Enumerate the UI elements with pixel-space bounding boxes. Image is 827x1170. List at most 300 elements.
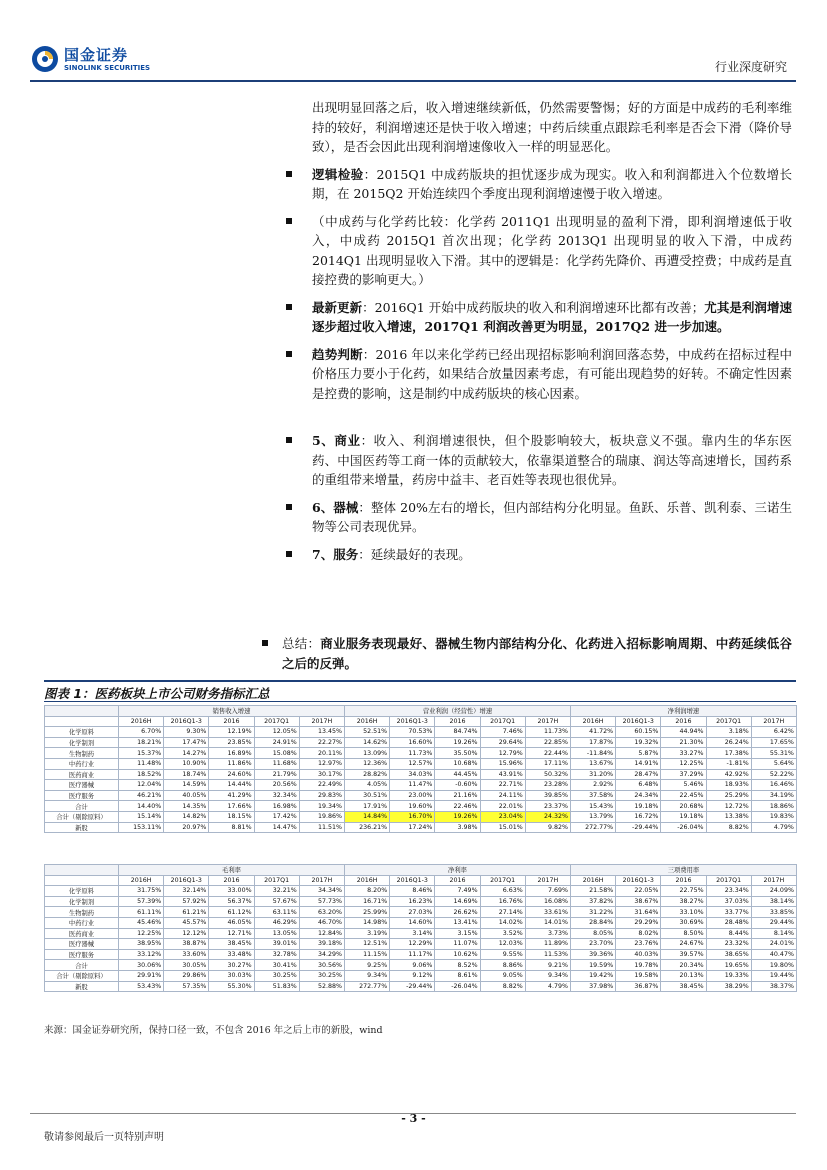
group-header: 营业利润（经营性）增速 xyxy=(344,706,570,717)
table-cell: -11.84% xyxy=(570,748,615,759)
table-cell: 19.26% xyxy=(435,811,480,822)
table-row xyxy=(45,801,797,812)
table-cell: 28.48% xyxy=(706,917,751,928)
table-cell: 34.34% xyxy=(299,886,344,897)
table-cell: 23.70% xyxy=(571,939,616,950)
table-cell: 20.13% xyxy=(661,970,706,981)
table-cell: 3.73% xyxy=(525,928,570,939)
table-cell: 9.06% xyxy=(390,960,435,971)
period-header: 2016H xyxy=(119,716,164,727)
period-header: 2016H xyxy=(570,716,615,727)
table-cell: 63.11% xyxy=(254,907,299,918)
period-header: 2016 xyxy=(209,716,254,727)
table-row xyxy=(45,896,797,907)
table-cell: 9.82% xyxy=(525,822,570,833)
table-cell: 45.46% xyxy=(119,917,164,928)
table-cell: 19.83% xyxy=(751,811,796,822)
table-cell: 24.91% xyxy=(254,737,299,748)
group-header: 销售收入增速 xyxy=(119,706,345,717)
table-cell: -29.44% xyxy=(390,981,435,992)
table-cell: 5.46% xyxy=(661,780,706,791)
table-cell: 40.05% xyxy=(164,790,209,801)
table-cell: 70.53% xyxy=(390,727,435,738)
table-cell: 57.67% xyxy=(254,896,299,907)
row-label: 合计（剔除原料） xyxy=(45,811,119,822)
table-cell: 38.45% xyxy=(661,981,706,992)
table-cell: 37.98% xyxy=(571,981,616,992)
table-cell: 15.43% xyxy=(570,801,615,812)
period-header: 2016Q1-3 xyxy=(164,716,209,727)
row-label: 新股 xyxy=(45,981,119,992)
table-cell: 14.98% xyxy=(345,917,390,928)
table-cell: 18.15% xyxy=(209,811,254,822)
group-header: 毛利率 xyxy=(119,865,345,876)
period-header: 2017H xyxy=(299,875,344,886)
table-cell: 38.37% xyxy=(751,981,796,992)
group-header: 三项费用率 xyxy=(571,865,797,876)
table-cell: 29.83% xyxy=(299,790,344,801)
table-cell: 22.46% xyxy=(435,801,480,812)
table-cell: 31.22% xyxy=(571,907,616,918)
table-row xyxy=(45,907,797,918)
table-row xyxy=(45,758,797,769)
table-cell: 11.53% xyxy=(525,949,570,960)
table-cell: 19.34% xyxy=(299,801,344,812)
table-cell: 19.32% xyxy=(616,737,661,748)
table-cell: 14.91% xyxy=(616,758,661,769)
table-cell: 39.36% xyxy=(571,949,616,960)
table-cell: 41.29% xyxy=(209,790,254,801)
table-cell: 14.82% xyxy=(164,811,209,822)
table-cell: 7.46% xyxy=(480,727,525,738)
table-cell: 21.58% xyxy=(571,886,616,897)
table-cell: 20.11% xyxy=(299,748,344,759)
period-header: 2016 xyxy=(661,716,706,727)
table-cell: 13.05% xyxy=(254,928,299,939)
table-cell: 18.21% xyxy=(119,737,164,748)
row-label: 新股 xyxy=(45,822,119,833)
table-cell: 43.91% xyxy=(480,769,525,780)
table-cell: 17.42% xyxy=(254,811,299,822)
table-cell: 38.67% xyxy=(616,896,661,907)
table-cell: 8.50% xyxy=(661,928,706,939)
table-cell: 38.14% xyxy=(751,896,796,907)
table-cell: 14.01% xyxy=(525,917,570,928)
table-cell: 19.26% xyxy=(435,737,480,748)
table-cell: 23.04% xyxy=(480,811,525,822)
table-cell: 29.29% xyxy=(616,917,661,928)
table-cell: 34.29% xyxy=(299,949,344,960)
table-cell: 15.14% xyxy=(119,811,164,822)
bullet-devices: 6、器械：整体 20%左右的增长，但内部结构分化明显。鱼跃、乐普、凯利泰、三诺生物等公司表现优异。 xyxy=(312,498,792,537)
table-cell: 55.31% xyxy=(751,748,796,759)
table-cell: 7.49% xyxy=(435,886,480,897)
period-header: 2016H xyxy=(119,875,164,886)
table-cell: 52.22% xyxy=(751,769,796,780)
table-cell: 26.24% xyxy=(706,737,751,748)
table-cell: 16.60% xyxy=(390,737,435,748)
table-cell: 44.94% xyxy=(661,727,706,738)
table-cell: 14.62% xyxy=(344,737,389,748)
table-cell: 30.05% xyxy=(164,960,209,971)
table-cell: 11.86% xyxy=(209,758,254,769)
period-header: 2016Q1-3 xyxy=(616,716,661,727)
square-bullet-icon xyxy=(286,218,292,224)
row-label: 生物制药 xyxy=(45,907,119,918)
table-cell: 22.01% xyxy=(480,801,525,812)
table-cell: 10.62% xyxy=(435,949,480,960)
table-cell: 22.44% xyxy=(525,748,570,759)
table-cell: 16.70% xyxy=(390,811,435,822)
table-cell: 272.77% xyxy=(570,822,615,833)
table-cell: 30.41% xyxy=(254,960,299,971)
table-cell: 51.83% xyxy=(254,981,299,992)
table-cell: 4.79% xyxy=(525,981,570,992)
table-cell: 11.89% xyxy=(525,939,570,950)
square-bullet-icon xyxy=(286,171,292,177)
table-cell: 34.19% xyxy=(751,790,796,801)
table-row xyxy=(45,928,797,939)
row-label: 医疗服务 xyxy=(45,949,119,960)
period-header: 2016Q1-3 xyxy=(164,875,209,886)
table-cell: 46.05% xyxy=(209,917,254,928)
table-cell: 16.98% xyxy=(254,801,299,812)
growth-metrics-table xyxy=(44,705,797,833)
table-cell: 12.72% xyxy=(706,801,751,812)
table-cell: 3.98% xyxy=(435,822,480,833)
company-logo xyxy=(30,44,150,74)
period-header: 2017H xyxy=(751,875,796,886)
table-cell: 28.84% xyxy=(571,917,616,928)
table-cell: 40.03% xyxy=(616,949,661,960)
table-cell: 16.46% xyxy=(751,780,796,791)
table-cell: 8.02% xyxy=(616,928,661,939)
group-header: 净利率 xyxy=(345,865,571,876)
table-cell: 36.87% xyxy=(616,981,661,992)
table-cell: 24.32% xyxy=(525,811,570,822)
table-cell: 16.72% xyxy=(616,811,661,822)
table-cell: 30.51% xyxy=(344,790,389,801)
row-label: 化学制剂 xyxy=(45,896,119,907)
table-cell: 24.11% xyxy=(480,790,525,801)
table-cell: 23.76% xyxy=(616,939,661,950)
table-cell: -26.04% xyxy=(661,822,706,833)
table-cell: 19.86% xyxy=(299,811,344,822)
table-cell: 16.71% xyxy=(345,896,390,907)
table-cell: 30.25% xyxy=(299,970,344,981)
table-cell: 39.85% xyxy=(525,790,570,801)
bullet-latest-update: 最新更新：2016Q1 开始中成药版块的收入和利润增速环比都有改善；尤其是利润增速逐步超过收入增速，2017Q1 利润改善更为明显，2017Q2 进一步加速。 xyxy=(312,298,792,337)
table-cell: 13.45% xyxy=(299,727,344,738)
table-cell: 6.70% xyxy=(119,727,164,738)
table-cell: 19.59% xyxy=(571,960,616,971)
table-cell: 3.18% xyxy=(706,727,751,738)
table-cell: 2.92% xyxy=(570,780,615,791)
period-header: 2017Q1 xyxy=(254,716,299,727)
period-header: 2016Q1-3 xyxy=(390,716,435,727)
table-cell: 19.42% xyxy=(571,970,616,981)
table-cell: 63.20% xyxy=(299,907,344,918)
table-cell: 9.55% xyxy=(480,949,525,960)
table-cell: 39.57% xyxy=(661,949,706,960)
table-cell: 37.29% xyxy=(661,769,706,780)
table-cell: 22.49% xyxy=(299,780,344,791)
table-cell: 11.73% xyxy=(390,748,435,759)
table-cell: 18.86% xyxy=(751,801,796,812)
table-cell: 8.82% xyxy=(480,981,525,992)
table-cell: 8.20% xyxy=(345,886,390,897)
table-cell: 33.77% xyxy=(706,907,751,918)
table-cell: 29.86% xyxy=(164,970,209,981)
period-header: 2017Q1 xyxy=(706,875,751,886)
table-cell: 38.87% xyxy=(164,939,209,950)
table-cell: 4.05% xyxy=(344,780,389,791)
table-cell: 8.82% xyxy=(706,822,751,833)
table-cell: 22.27% xyxy=(299,737,344,748)
table-cell: 32.14% xyxy=(164,886,209,897)
table-cell: 9.34% xyxy=(345,970,390,981)
table-cell: 11.15% xyxy=(345,949,390,960)
table-cell: 33.61% xyxy=(525,907,570,918)
bullet-trend-judgement: 趋势判断：2016 年以来化学药已经出现招标影响利润回落态势，中成药在招标过程中价格压力要小于化药，如果结合放量因素考虑，有可能出现趋势的好转。不确定性因素是控费的影响，这是制约中成药版块的核心因素。 xyxy=(312,345,792,404)
table-cell: 19.65% xyxy=(706,960,751,971)
table-cell: 57.35% xyxy=(164,981,209,992)
table-cell: 9.05% xyxy=(480,970,525,981)
table-cell: 272.77% xyxy=(345,981,390,992)
body-text xyxy=(312,98,792,564)
table-cell: 33.48% xyxy=(209,949,254,960)
table-cell: 8.05% xyxy=(571,928,616,939)
table-cell: 11.51% xyxy=(299,822,344,833)
bullet-logic-check: 逻辑检验：2015Q1 中成药版块的担忧逐步成为现实。收入和利润都进入个位数增长期，在 2015Q2 开始连续四个季度出现利润增速慢于收入增速。 xyxy=(312,165,792,204)
table-cell: 27.03% xyxy=(390,907,435,918)
table-cell: 23.85% xyxy=(209,737,254,748)
table-cell: 24.60% xyxy=(209,769,254,780)
table-cell: 12.04% xyxy=(119,780,164,791)
period-header: 2017Q1 xyxy=(254,875,299,886)
table-row xyxy=(45,949,797,960)
table-cell: 13.79% xyxy=(570,811,615,822)
table-cell: 13.41% xyxy=(435,917,480,928)
table-row xyxy=(45,822,797,833)
table-row xyxy=(45,769,797,780)
table-cell: 14.69% xyxy=(435,896,480,907)
table-cell: 12.36% xyxy=(344,758,389,769)
table-cell: 22.71% xyxy=(480,780,525,791)
table-cell: 52.88% xyxy=(299,981,344,992)
table-cell: 44.45% xyxy=(435,769,480,780)
row-label: 医疗器械 xyxy=(45,939,119,950)
table-cell: 52.51% xyxy=(344,727,389,738)
table-cell: 37.03% xyxy=(706,896,751,907)
table-cell: 12.57% xyxy=(390,758,435,769)
square-bullet-icon xyxy=(286,504,292,510)
logo-mark-icon xyxy=(30,44,60,74)
table-row xyxy=(45,780,797,791)
table-cell: 19.78% xyxy=(616,960,661,971)
period-header: 2017Q1 xyxy=(480,716,525,727)
table-cell: 16.76% xyxy=(480,896,525,907)
period-header: 2016Q1-3 xyxy=(616,875,661,886)
table-cell: 19.58% xyxy=(616,970,661,981)
row-label: 合计（剔除原料） xyxy=(45,970,119,981)
table-cell: 41.72% xyxy=(570,727,615,738)
table-row xyxy=(45,970,797,981)
table-cell: 11.07% xyxy=(435,939,480,950)
table-cell: 236.21% xyxy=(344,822,389,833)
table-cell: 6.48% xyxy=(616,780,661,791)
disclaimer-note: 敬请参阅最后一页特别声明 xyxy=(44,1132,164,1143)
table-cell: 53.43% xyxy=(119,981,164,992)
period-header: 2016H xyxy=(345,875,390,886)
bullet-comparison: （中成药与化学药比较：化学药 2011Q1 出现明显的盈利下滑，即利润增速低于收入，中成药 2015Q1 首次出现；化学药 2013Q1 出现明显的收入下滑，中成药 2014Q1 出现明显收入下滑。其中的逻辑是：化学药先降价、再遭受控费；中成药是直接控费的影响更大。） xyxy=(312,212,792,290)
table-cell: 6.63% xyxy=(480,886,525,897)
square-bullet-icon xyxy=(262,640,268,646)
table-cell: 57.92% xyxy=(164,896,209,907)
square-bullet-icon xyxy=(286,551,292,557)
group-header-row xyxy=(45,865,797,876)
table-cell: 27.14% xyxy=(480,907,525,918)
table-cell: 19.80% xyxy=(751,960,796,971)
table-cell: 38.65% xyxy=(706,949,751,960)
table-cell: 12.97% xyxy=(299,758,344,769)
figure-title: 图表 1：医药板块上市公司财务指标汇总 xyxy=(44,686,270,701)
table-cell: 9.21% xyxy=(525,960,570,971)
table-cell: 20.56% xyxy=(254,780,299,791)
table-cell: 14.47% xyxy=(254,822,299,833)
table-cell: 15.37% xyxy=(119,748,164,759)
table-row xyxy=(45,811,797,822)
table-cell: 19.44% xyxy=(751,970,796,981)
table-cell: 12.84% xyxy=(299,928,344,939)
table-cell: 24.09% xyxy=(751,886,796,897)
table-cell: 40.47% xyxy=(751,949,796,960)
table-cell: 24.34% xyxy=(616,790,661,801)
group-header-row xyxy=(45,706,797,717)
table-cell: 61.11% xyxy=(119,907,164,918)
table-cell: 7.69% xyxy=(525,886,570,897)
table-cell: 14.40% xyxy=(119,801,164,812)
table-cell: 20.97% xyxy=(164,822,209,833)
bullet-commerce: 5、商业：收入、利润增速很快，但个股影响较大，板块意义不强。靠内生的华东医药、中国医药等工商一体的贡献较大，依靠渠道整合的瑞康、润达等高速增长，国药系的重组带来增量，药房中益丰、老百姓等表现也很优异。 xyxy=(312,431,792,490)
table-cell: 12.05% xyxy=(254,727,299,738)
table-cell: 33.85% xyxy=(751,907,796,918)
table-cell: 14.27% xyxy=(164,748,209,759)
table-cell: 9.34% xyxy=(525,970,570,981)
table-cell: 15.08% xyxy=(254,748,299,759)
table-cell: 15.01% xyxy=(480,822,525,833)
period-header: 2016 xyxy=(435,716,480,727)
table-cell: -1.81% xyxy=(706,758,751,769)
table-cell: 21.79% xyxy=(254,769,299,780)
table-cell: 17.47% xyxy=(164,737,209,748)
row-label: 化学制剂 xyxy=(45,737,119,748)
table-cell: 21.30% xyxy=(661,737,706,748)
table-cell: 33.00% xyxy=(209,886,254,897)
table-cell: 31.64% xyxy=(616,907,661,918)
table-cell: 30.25% xyxy=(254,970,299,981)
table-cell: 14.84% xyxy=(344,811,389,822)
table-row xyxy=(45,737,797,748)
table-cell: 17.65% xyxy=(751,737,796,748)
table-cell: 33.10% xyxy=(661,907,706,918)
table-cell: -29.44% xyxy=(616,822,661,833)
table-cell: 29.91% xyxy=(119,970,164,981)
table-cell: 16.89% xyxy=(209,748,254,759)
row-label: 化学原料 xyxy=(45,727,119,738)
row-label: 医药商业 xyxy=(45,769,119,780)
table-cell: 30.03% xyxy=(209,970,254,981)
table-cell: 21.16% xyxy=(435,790,480,801)
table-cell: 33.27% xyxy=(661,748,706,759)
bullet-services: 7、服务：延续最好的表现。 xyxy=(312,545,792,565)
table-cell: 32.34% xyxy=(254,790,299,801)
table-cell: 9.30% xyxy=(164,727,209,738)
table-cell: 8.61% xyxy=(435,970,480,981)
period-header: 2016 xyxy=(435,875,480,886)
table-row xyxy=(45,886,797,897)
summary-paragraph: 总结：商业服务表现最好、器械生物内部结构分化、化药进入招标影响周期、中药延续低谷之后的反弹。 xyxy=(282,634,792,673)
table-cell: 33.12% xyxy=(119,949,164,960)
table-cell: 61.12% xyxy=(209,907,254,918)
table-cell: 14.44% xyxy=(209,780,254,791)
square-bullet-icon xyxy=(286,304,292,310)
table-cell: 8.52% xyxy=(435,960,480,971)
table-cell: 8.46% xyxy=(390,886,435,897)
table-cell: 29.44% xyxy=(751,917,796,928)
period-header: 2017H xyxy=(751,716,796,727)
intro-paragraph: 出现明显回落之后，收入增速继续新低，仍然需要警惕；好的方面是中成药的毛利率维持的较好，利润增速还是快于收入增速；中药后续重点跟踪毛利率是否会下滑（降价导致），是否会因此出现利润增速像收入一样的明显恶化。 xyxy=(312,100,792,154)
table-row xyxy=(45,917,797,928)
table-cell: 28.82% xyxy=(344,769,389,780)
period-header: 2017H xyxy=(525,716,570,727)
table-cell: 4.79% xyxy=(751,822,796,833)
table-cell: 32.78% xyxy=(254,949,299,960)
table-cell: 11.48% xyxy=(119,758,164,769)
table-cell: 38.45% xyxy=(209,939,254,950)
table-row xyxy=(45,960,797,971)
table-cell: 57.73% xyxy=(299,896,344,907)
table-cell: 22.05% xyxy=(616,886,661,897)
period-header-row xyxy=(45,716,797,727)
table-cell: 20.34% xyxy=(661,960,706,971)
table-cell: 23.28% xyxy=(525,780,570,791)
table-cell: 14.60% xyxy=(390,917,435,928)
row-label: 合计 xyxy=(45,801,119,812)
table-cell: 14.02% xyxy=(480,917,525,928)
table-cell: 13.67% xyxy=(570,758,615,769)
period-header: 2017H xyxy=(299,716,344,727)
table-cell: 12.19% xyxy=(209,727,254,738)
logo-english-name: SINOLINK SECURITIES xyxy=(64,63,151,72)
table-cell: 23.32% xyxy=(706,939,751,950)
table-cell: 50.32% xyxy=(525,769,570,780)
table-cell: 38.95% xyxy=(119,939,164,950)
report-category: 行业深度研究 xyxy=(714,60,787,74)
table-cell: 12.12% xyxy=(164,928,209,939)
table-cell: 8.14% xyxy=(751,928,796,939)
table-cell: 22.45% xyxy=(661,790,706,801)
table-cell: 17.11% xyxy=(525,758,570,769)
table-cell: 14.59% xyxy=(164,780,209,791)
table-cell: 12.79% xyxy=(480,748,525,759)
table-cell: 33.60% xyxy=(164,949,209,960)
square-bullet-icon xyxy=(286,351,292,357)
period-header: 2017Q1 xyxy=(480,875,525,886)
period-header: 2016H xyxy=(571,875,616,886)
table-cell: 34.03% xyxy=(390,769,435,780)
period-header: 2016Q1-3 xyxy=(390,875,435,886)
